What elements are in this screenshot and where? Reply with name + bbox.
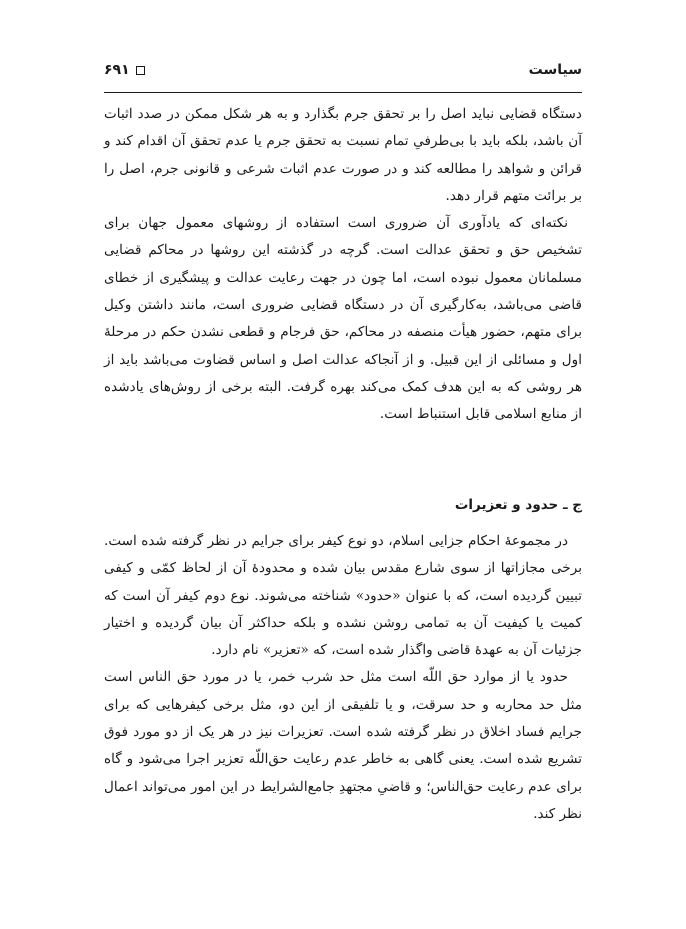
page-number-group [104, 62, 145, 78]
page-number: ۶۹۱ [104, 62, 130, 78]
text-block-bottom [104, 528, 582, 828]
paragraph: حدود یا از موارد حق اللّه است مثل حد شرب خمر، یا در مورد حق الناس است مثل حد محاربه و حد سرقت، و یا تلفیقی از این دو، مثل برخی کیفرهایی که برای جرایم فساد اخلاق در نظر گرفته شده است. تعزیرات نیز در هر یک از دو مورد فوق تشریع شده است. یعنی گاهی به خاطر عدم رعایت حق‌اللّه تعزیر اجرا می‌شود و گاه برای عدم رعایت حق‌الناس؛ و قاضیِ مجتهدِ جامع‌الشرایط در این امور می‌تواند اعمال نظر کند. [104, 669, 582, 822]
text-block-top [104, 101, 582, 429]
running-title: سیاست [528, 62, 582, 78]
page-header [104, 58, 582, 88]
section-heading: ج ـ حدود و تعزیرات [454, 497, 582, 513]
paragraph: دستگاه قضایی نباید اصل را بر تحقق جرم بگذارد و به هر شکل ممکن در صدد اثبات آن باشد، بلکه باید با بی‌طرفیِ تمام نسبت به تحقق جرم یا عدم تحقق آن اقدام کند و قرائن و شواهد را مطالعه کند و در صورت عدم اثبات شرعی و قانونی جرم، اصل را بر برائت متهم قرار دهد. [104, 106, 582, 204]
paragraph: نکته‌ای که یادآوری آن ضروری است استفاده از روشهای معمول جهان برای تشخیص حق و تحقق عدالت است. گرچه در گذشته این روشها در محاکم قضایی مسلمانان معمول نبوده است، اما چون در جهت رعایت عدالت و پیشگیری از خطای قاضی می‌باشد، به‌کارگیری آن در دستگاه قضایی ضروری است، مانند داشتن وکیل برای متهم، حضور هیأت منصفه در محاکم، حق فرجام و قطعی نشدن حکم در مرحلهٔ اول و مسائلی از این قبیل. و از آنجاکه عدالت اصل و اساس قضاوت می‌باشد باید از هر روشی که به این هدف کمک می‌کند بهره گرفت. البته برخی از روش‌های یادشده از منابع اسلامی قابل استنباط است. [104, 215, 582, 423]
header-rule [104, 92, 582, 93]
paragraph: در مجموعهٔ احکام جزایی اسلام، دو نوع کیفر برای جرایم در نظر گرفته شده است. برخی مجازاتها از سوی شارع مقدس بیان شده و محدودهٔ آن از لحاظ کمّی و کیفی تبیین گردیده است، که با عنوان «حدود» شناخته می‌شوند. نوع دوم کیفر آن است که کمیت یا کیفیت آن به تمامی روشن نشده و بلکه حداکثر آن بیان گردیده و اختیار جزئیات آن به عهدهٔ قاضی واگذار شده است، که «تعزیر» نام دارد. [104, 533, 582, 659]
square-icon [136, 66, 145, 75]
